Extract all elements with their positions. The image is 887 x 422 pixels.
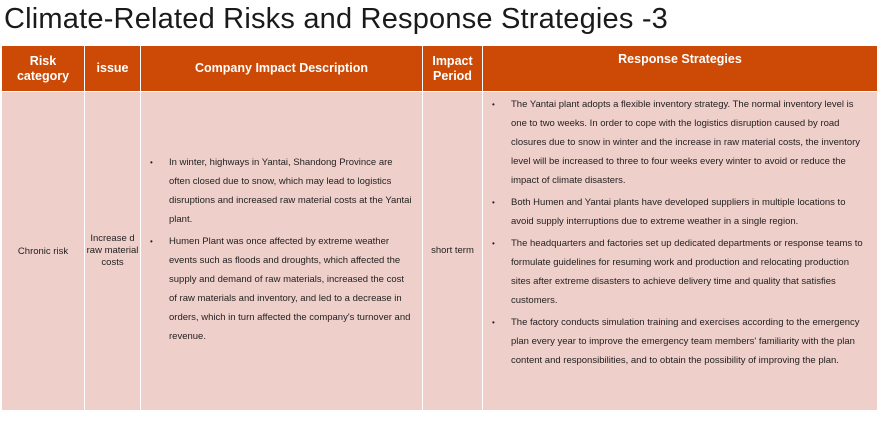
impact-list-item: • In winter, highways in Yantai, Shandong Province are often closed due to snow, which may lead to logistics disruptions and increased raw material costs at the Yantai plant. xyxy=(150,153,413,229)
cell-impact-period: short term xyxy=(423,92,483,411)
cell-impact-description xyxy=(141,92,423,411)
header-issue: issue xyxy=(85,46,141,92)
header-response-strategies: Response Strategies xyxy=(483,46,878,92)
strategy-list-item: • The headquarters and factories set up dedicated departments or response teams to formulate guidelines for resuming work and production and relocating production sites after extreme disasters to achieve delivery time and quality that satisfies customers. xyxy=(492,234,868,310)
table-row xyxy=(2,92,878,411)
header-impact-description: Company Impact Description xyxy=(141,46,423,92)
header-risk-category: Risk category xyxy=(2,46,85,92)
impact-list-item: • Humen Plant was once affected by extreme weather events such as floods and droughts, which affected the supply and demand of raw materials, increased the cost of raw materials and inventory, and led to a decrease in orders, which in turn affected the company's turnover and revenue. xyxy=(150,232,413,346)
risk-table xyxy=(1,45,878,411)
table-header-row xyxy=(2,46,878,92)
cell-issue: Increase d raw material costs xyxy=(85,92,141,411)
cell-response-strategies xyxy=(483,92,878,411)
strategy-list-item: • The factory conducts simulation training and exercises according to the emergency plan every year to improve the emergency team members' familiarity with the plan content and responsibilities, and to obtain the possibility of improving the plan. xyxy=(492,313,868,370)
strategy-list-item: • Both Humen and Yantai plants have developed suppliers in multiple locations to avoid supply interruptions due to extreme weather in a single region. xyxy=(492,193,868,231)
strategy-list-item: • The Yantai plant adopts a flexible inventory strategy. The normal inventory level is one to two weeks. In order to cope with the logistics disruption caused by road closures due to snow in winter and the increase in raw material costs, the inventory level will be increased to three to four weeks every winter to avoid or reduce the impact of climate disasters. xyxy=(492,95,868,190)
cell-risk-category: Chronic risk xyxy=(2,92,85,411)
page-title: Climate-Related Risks and Response Strategies -3 xyxy=(4,3,669,35)
header-impact-period: Impact Period xyxy=(423,46,483,92)
